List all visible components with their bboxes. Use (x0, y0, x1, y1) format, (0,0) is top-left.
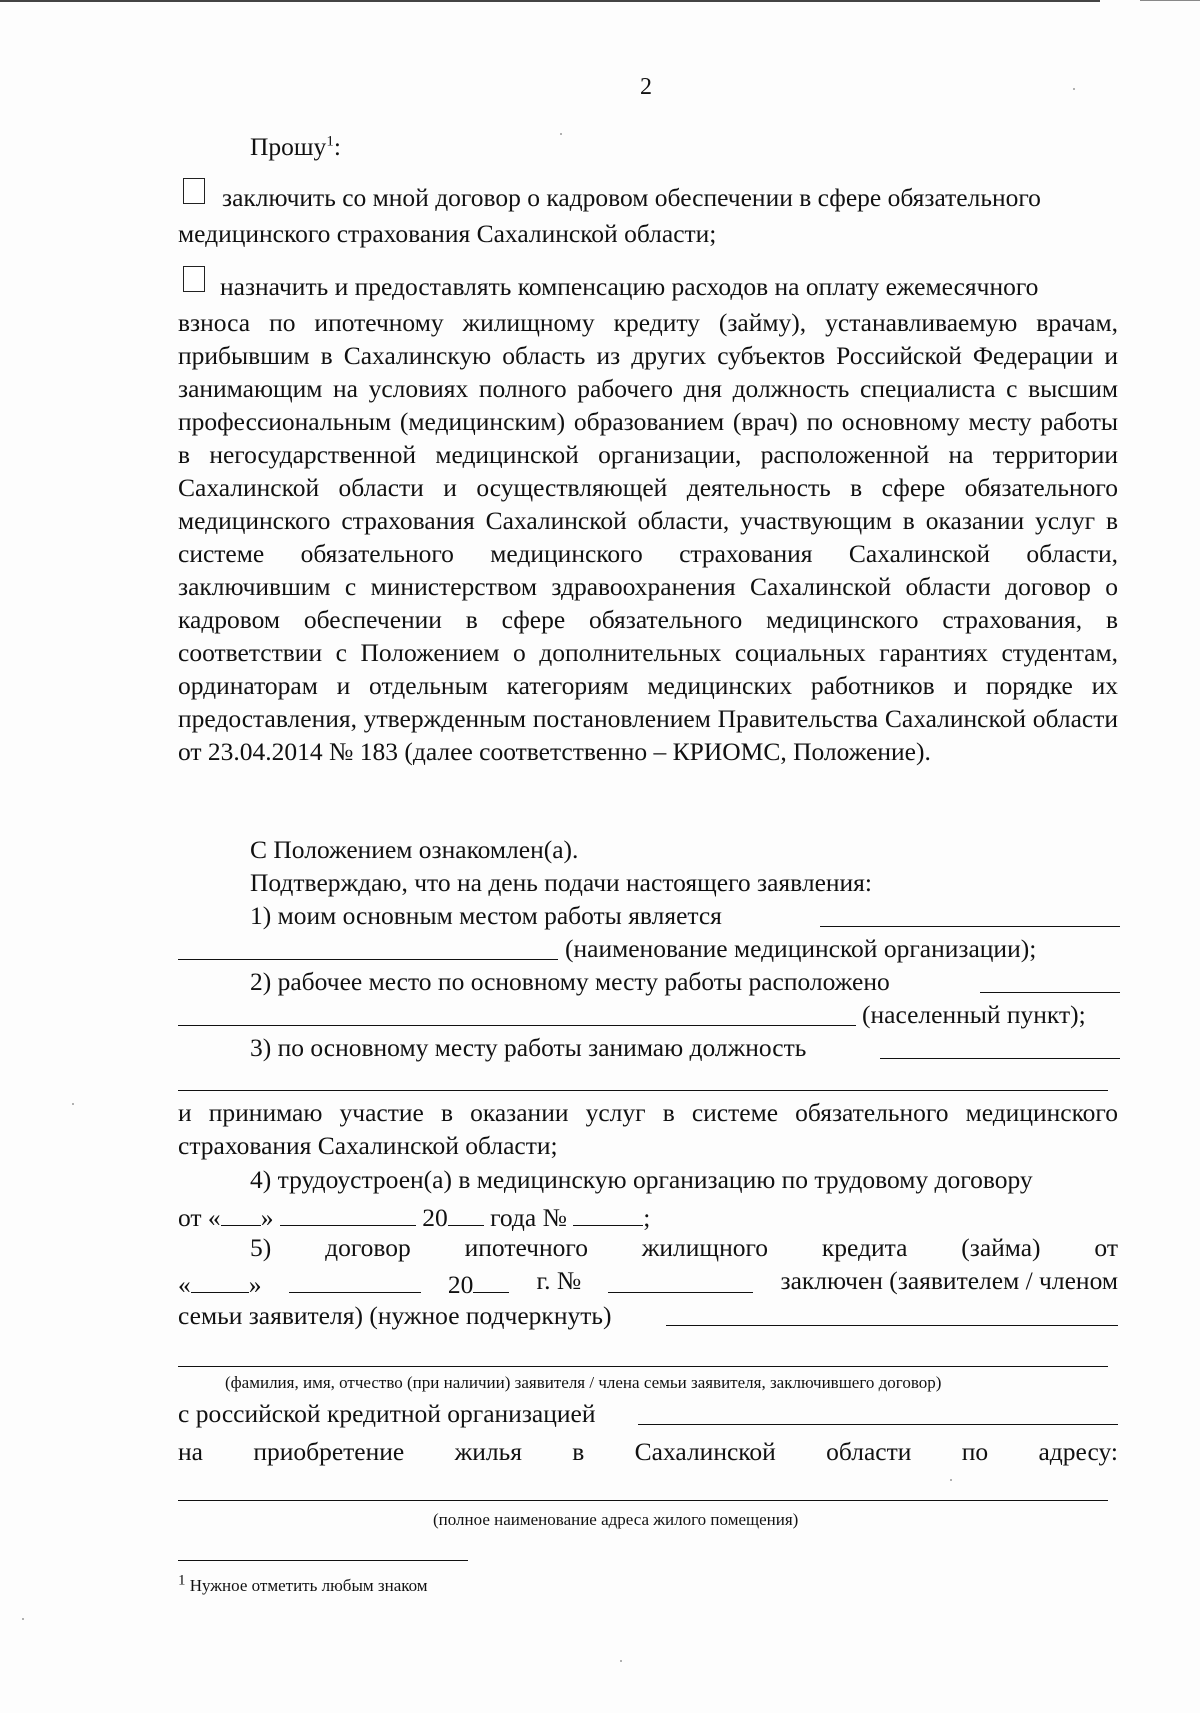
purchase-line (178, 1437, 1118, 1467)
address-field[interactable] (178, 1500, 1108, 1501)
purchase-word: приобретение (253, 1437, 405, 1466)
scan-speck (620, 1660, 622, 1662)
fio-caption: (фамилия, имя, отчество (при наличии) заявителя / члена семьи заявителя, заключившего договор) (225, 1373, 942, 1392)
purchase-word: на (178, 1437, 203, 1466)
contract-month-field[interactable] (280, 1199, 416, 1226)
item5-number-label: г. № (536, 1266, 582, 1295)
scan-top-edge-right (1140, 0, 1200, 1)
scan-top-edge (0, 0, 1100, 2)
contract-day-field[interactable] (221, 1199, 261, 1226)
purchase-word: Сахалинской (634, 1437, 776, 1466)
footnote-mark: 1 (178, 1572, 186, 1589)
loan-day-field[interactable] (191, 1266, 249, 1293)
item5-year-label: 20 (447, 1270, 474, 1299)
item4-fields (178, 1199, 650, 1233)
item2-text: 2) рабочее место по основному месту работы расположено (250, 967, 890, 996)
confirm-text: Подтверждаю, что на день подачи настоящего заявления: (250, 868, 872, 897)
option2-line1: назначить и предоставлять компенсацию расходов на оплату ежемесячного (220, 272, 1039, 301)
footnote-ref: 1 (326, 133, 334, 150)
loan-month-field[interactable] (289, 1266, 421, 1293)
item1-text: 1) моим основным местом работы является (250, 901, 722, 930)
item5-line2 (178, 1266, 1118, 1300)
item5-word: 5) (250, 1233, 272, 1262)
borrower-field-a[interactable] (666, 1325, 1118, 1326)
item5-word: ипотечного (464, 1233, 588, 1262)
item5-close-quote: » (248, 1270, 262, 1299)
bank-text: с российской кредитной организацией (178, 1399, 596, 1428)
option1-checkbox[interactable] (183, 178, 205, 204)
item5-word: (займа) (961, 1233, 1041, 1262)
item5-family-text: семьи заявителя) (нужное подчеркнуть) (178, 1301, 612, 1330)
acquainted-text: С Положением ознакомлен(а). (250, 835, 579, 864)
page-number: 2 (640, 74, 652, 100)
item5-word: кредита (821, 1233, 908, 1262)
option1-line2: медицинского страхования Сахалинской области; (178, 219, 717, 248)
item4-text: 4) трудоустроен(а) в медицинскую организацию по трудовому договору (250, 1165, 1033, 1194)
item5-line1 (178, 1233, 1118, 1263)
item1-caption: (наименование медицинской организации); (565, 934, 1037, 963)
purchase-word: по (961, 1437, 989, 1466)
purchase-word: жилья (454, 1437, 522, 1466)
footnote-text: Нужное отметить любым знаком (189, 1576, 428, 1595)
item4-end: ; (643, 1203, 651, 1232)
request-heading (250, 132, 341, 162)
scan-speck (72, 1103, 74, 1105)
footnote-separator (178, 1560, 468, 1561)
address-caption: (полное наименование адреса жилого помещения) (433, 1510, 799, 1529)
heading-colon: : (333, 132, 341, 161)
item5-concluded-text: заключен (заявителем / членом (780, 1266, 1118, 1295)
scan-speck (1073, 88, 1075, 90)
option2-body: взноса по ипотечному жилищному кредиту (займу), устанавливаемую врачам, прибывшим в Сахалинскую область из других субъектов Российской Федерации и занимающим на условиях полного рабочего дня должность специалиста с высшим профессиональным (медицинским) образованием (врач) по основному месту работы в негосударственной медицинской организации, расположенной на территории Сахалинской области и осуществляющей деятельность в сфере обязательного медицинского страхования Сахалинской области, участвующим в оказании услуг в системе обязательного медицинского страхования Сахалинской области, заключившим с министерством здравоохранения Сахалинской области договор о кадровом обеспечении в сфере обязательного медицинского страхования, в соответствии с Положением о дополнительных социальных гарантиях студентам, ординаторам и отдельным категориям медицинских работников и порядке их предоставления, утвержденным постановлением Правительства Сахалинской области от 23.04.2014 № 183 (далее соответственно – КРИОМС, Положение). (178, 308, 1118, 766)
item5-word: договор (325, 1233, 411, 1262)
purchase-word: области (826, 1437, 912, 1466)
bank-field[interactable] (638, 1424, 1118, 1425)
item3-text: 3) по основному месту работы занимаю должность (250, 1033, 807, 1062)
item5-year-group (448, 1266, 510, 1300)
scan-speck (950, 1479, 952, 1481)
contract-year-field[interactable] (448, 1199, 484, 1226)
item5-word: от (1094, 1233, 1118, 1262)
option2-checkbox[interactable] (183, 266, 205, 292)
footnote (178, 1572, 428, 1596)
contract-number-field[interactable] (573, 1199, 643, 1226)
position-field-a[interactable] (880, 1058, 1120, 1059)
purchase-word: адресу: (1038, 1437, 1118, 1466)
item4-year-label: 20 (422, 1203, 448, 1232)
item4-from-label: от « (178, 1203, 221, 1232)
item4-number-label: года № (490, 1203, 567, 1232)
scan-speck (22, 1618, 24, 1620)
scan-speck (560, 133, 562, 135)
item5-open-quote: « (178, 1270, 191, 1299)
purchase-word: в (572, 1437, 585, 1466)
workplace-field-b[interactable] (178, 959, 558, 960)
loan-number-field[interactable] (608, 1266, 753, 1293)
item3-continuation: и принимаю участие в оказании услуг в системе обязательного медицинского страхования Сахалинской области; (178, 1098, 1118, 1160)
loan-year-field[interactable] (473, 1266, 509, 1293)
item2-caption: (населенный пункт); (862, 1000, 1086, 1029)
locality-field-b[interactable] (178, 1025, 856, 1026)
item5-date-group (178, 1266, 262, 1300)
position-field-b[interactable] (178, 1090, 1108, 1091)
item5-word: жилищного (641, 1233, 769, 1262)
option1-line1: заключить со мной договор о кадровом обеспечении в сфере обязательного (222, 183, 1041, 212)
item4-quote: » (260, 1203, 274, 1232)
borrower-field-b[interactable] (178, 1366, 1108, 1367)
workplace-field-a[interactable] (820, 926, 1120, 927)
request-heading-text: Прошу (250, 132, 327, 161)
locality-field-a[interactable] (980, 992, 1120, 993)
